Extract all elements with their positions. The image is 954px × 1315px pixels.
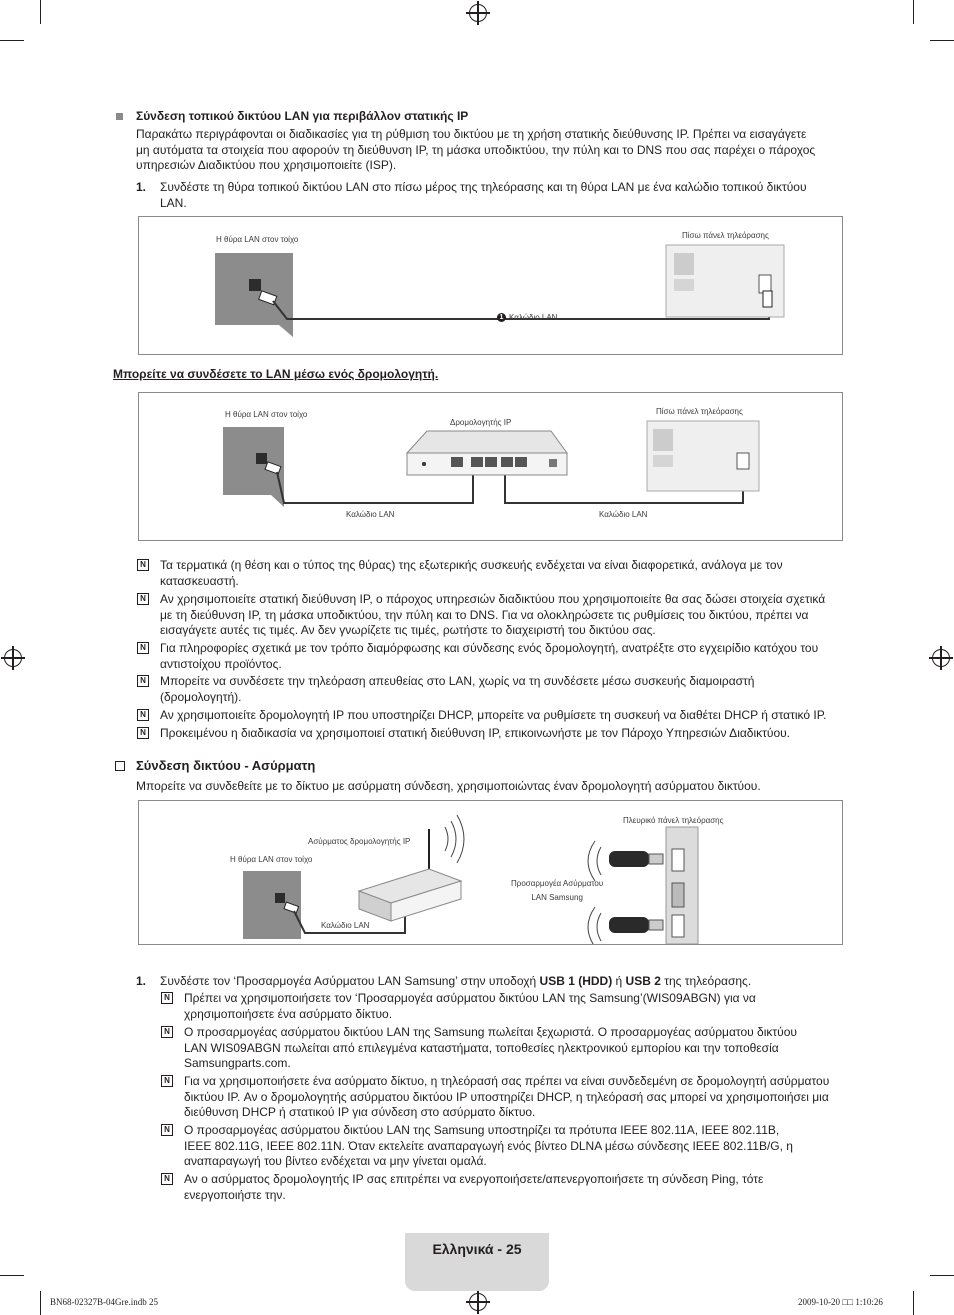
adapter-label: Προσαρμογέα Ασύρματου LAN Samsung — [511, 879, 604, 902]
rj45-plug-icon — [763, 291, 772, 307]
wall-lan-port-icon — [256, 453, 267, 464]
wall-shape — [215, 253, 293, 337]
section1-heading: Σύνδεση τοπικού δικτύου LAN για περιβάλλον στατικής IP — [136, 109, 469, 123]
note-item: Πρέπει να χρησιμοποιήσετε τον ‘Προσαρμογέα ασύρματου δικτύου LAN της Samsung’(WIS09ABGN) για να χρησιμοποιήσετε ένα ασύρματο δίκτυο. — [184, 991, 756, 1021]
wifi-wave-icon — [445, 827, 448, 851]
crop-mark — [40, 1291, 41, 1315]
note-icon: N — [137, 593, 149, 605]
registration-mark-icon — [4, 649, 22, 667]
router-heading: Μπορείτε να συνδέσετε το LAN μέσω ενός δρομολογητή. — [113, 367, 439, 381]
router-port-icon — [485, 457, 497, 467]
diagram-router-lan — [138, 392, 843, 541]
page-number: Ελληνικά - 25 — [432, 1241, 522, 1257]
cable-label-left: Καλώδιο LAN — [346, 510, 395, 519]
router-port-icon — [471, 457, 483, 467]
diagram-wireless — [138, 800, 843, 945]
wall-port-label: Η θύρα LAN στον τοίχο — [230, 855, 313, 864]
wall-port-label: Η θύρα LAN στον τοίχο — [225, 410, 308, 419]
note-icon: N — [161, 1124, 173, 1136]
wifi-adapter-icon — [609, 917, 649, 933]
note-icon: N — [137, 642, 149, 654]
registration-mark-icon — [469, 1293, 487, 1311]
note-item: Για πληροφορίες σχετικά με τον τρόπο διαμόρφωσης και σύνδεσης ενός δρομολογητή, ανατρέξτε στο εγχειρίδιο κατόχου του αντιστοίχου προϊόντος. — [160, 641, 819, 671]
note-item: Ο προσαρμογέας ασύρματου δικτύου LAN της Samsung πωλείται ξεχωριστά. Ο προσαρμογέας ασύρματου δικτύου LAN WIS09ABGN πωλείται από επιλεγμένα καταστήματα, τοποθεσίες ηλεκτρονικού εμπορίου και την τοποθεσία Samsungparts.com. — [184, 1025, 797, 1070]
tv-panel-label: Πίσω πάνελ τηλεόρασης — [682, 231, 769, 240]
crop-mark — [0, 1275, 24, 1276]
tv-lan-port-icon — [759, 275, 771, 293]
note-icon: N — [137, 559, 149, 571]
date-info: 2009-10-20 □□ 1:10:26 — [798, 1297, 883, 1307]
step-number: 1. — [136, 180, 147, 194]
note-icon: N — [161, 1075, 173, 1087]
tv-port-icon — [653, 455, 673, 467]
tv-hdmi-port-icon — [672, 883, 684, 907]
router-led-icon — [422, 462, 426, 466]
wireless-router-label: Ασύρματος δρομολογητής IP — [308, 837, 411, 846]
step2-text: Συνδέστε τον ‘Προσαρμογέα Ασύρματου LAN Samsung’ στην υποδοχή USB 1 (HDD) ή USB 2 της τηλεόρασης. — [160, 974, 752, 988]
diagram-direct-lan — [138, 216, 843, 355]
wall-lan-port-icon — [249, 279, 261, 291]
wifi-wave-icon — [597, 847, 601, 875]
step-number: 1. — [136, 974, 147, 988]
crop-mark — [913, 0, 914, 24]
registration-mark-icon — [932, 649, 950, 667]
router-port-icon — [515, 457, 527, 467]
crop-mark — [0, 40, 24, 41]
cable-label: Καλώδιο LAN — [321, 921, 370, 930]
wifi-adapter-icon — [609, 851, 649, 867]
wifi-wave-icon — [588, 841, 595, 881]
router-port-icon — [501, 457, 513, 467]
cable-number-badge: 1 — [497, 313, 506, 322]
tv-usb-port-icon — [672, 915, 684, 937]
cable-label: Καλώδιο LAN — [509, 313, 558, 322]
router-port-icon — [451, 457, 463, 467]
usb-plug-icon — [649, 920, 663, 930]
tv-lan-port-icon — [737, 453, 749, 469]
usb-plug-icon — [649, 854, 663, 864]
lan-cable — [277, 472, 473, 503]
crop-mark — [40, 0, 41, 24]
crop-mark — [913, 1291, 914, 1315]
section2-heading: Σύνδεση δικτύου - Ασύρματη — [136, 758, 316, 773]
crop-mark — [930, 1275, 954, 1276]
router-top — [407, 431, 567, 453]
note-item: Για να χρησιμοποιήσετε ένα ασύρματο δίκτυο, η τηλεόρασή σας πρέπει να είναι συνδεδεμένη σε δρομολογητή ασύρματου δικτύου IP. Αν ο δρομολογητής ασύρματου δικτύου IP υποστηρίζει DHCP, η τηλεόρασή σας μπορεί να χρησιμοποιήσει μια διεύθυνση DHCP ή στατικού IP για σύνδεση στο ασύρματο δίκτυο. — [184, 1074, 830, 1119]
wifi-wave-icon — [457, 815, 464, 863]
tv-panel-label: Πίσω πάνελ τηλεόρασης — [656, 407, 743, 416]
note-icon: N — [161, 1026, 173, 1038]
section2-paragraph: Μπορείτε να συνδεθείτε με το δίκτυο με ασύρματη σύνδεση, χρησιμοποιώντας έναν δρομολογητή ασύρματου δικτύου. — [136, 779, 761, 793]
tv-port-icon — [653, 429, 673, 451]
note-icon: N — [161, 992, 173, 1004]
square-bullet-icon — [116, 113, 123, 120]
note-item: Προκειμένου η διαδικασία να χρησιμοποιεί στατική διεύθυνση IP, επικοινωνήστε με τον Πάροχο Υπηρεσιών Διαδικτύου. — [160, 726, 791, 740]
wall-lan-port-icon — [275, 893, 285, 903]
note-item: Αν ο ασύρματος δρομολογητής IP σας επιτρέπει να ενεργοποιήσετε/απενεργοποιήσετε τη σύνδεση Ping, τότε ενεργοποιήστε την. — [184, 1172, 764, 1202]
router-power-port-icon — [549, 459, 557, 467]
file-info: BN68-02327B-04Gre.indb 25 — [50, 1297, 158, 1307]
step1-text: Συνδέστε τη θύρα τοπικού δικτύου LAN στο πίσω μέρος της τηλεόρασης και τη θύρα LAN με ένα καλώδιο τοπικού δικτύου LAN. — [160, 180, 807, 210]
note-icon: N — [161, 1173, 173, 1185]
note-item: Τα τερματικά (η θέση και ο τύπος της θύρας) της εξωτερικής συσκευής ενδέχεται να είναι διαφορετικά, ανάλογα με τον κατασκευαστή. — [160, 558, 783, 588]
tv-port-icon — [674, 279, 694, 291]
diagram3-art — [139, 801, 842, 944]
note-item: Αν χρησιμοποιείτε δρομολογητή IP που υποστηρίζει DHCP, μπορείτε να ρυθμίσετε τη συσκευή να διαθέτει DHCP ή στατικό IP. — [160, 708, 827, 722]
note-icon: N — [137, 727, 149, 739]
note-icon: N — [137, 675, 149, 687]
note-item: Αν χρησιμοποιείτε στατική διεύθυνση IP, ο πάροχος υπηρεσιών διαδικτύου που χρησιμοποιείτε θα σας δώσει στοιχεία σχετικά με τη διεύθυνση IP, τη μάσκα υποδικτύου, την πύλη και το DNS. Για να ολοκληρώσετε τις ρυθμίσεις του δικτύου, πρέπει να εισαγάγετε αυτές τις τιμές. Αν δεν γνωρίζετε τις τιμές, ρωτήστε το διαχειριστή του δικτύου σας. — [160, 592, 826, 637]
note-icon: N — [137, 709, 149, 721]
note-item: Μπορείτε να συνδέσετε την τηλεόραση απευθείας στο LAN, χωρίς να τη συνδέσετε μέσω συσκευής διαμοιραστή (δρομολογητή). — [160, 674, 755, 704]
router-label: Δρομολογητής IP — [450, 418, 512, 427]
checkbox-bullet-icon — [115, 761, 125, 771]
cable-label-right: Καλώδιο LAN — [599, 510, 648, 519]
wifi-wave-icon — [588, 907, 595, 944]
tv-usb-port-icon — [672, 849, 684, 871]
wall-port-label: Η θύρα LAN στον τοίχο — [216, 235, 299, 244]
note-item: Ο προσαρμογέας ασύρματου δικτύου LAN της Samsung υποστηρίζει τα πρότυπα IEEE 802.11A, IEEE 802.11B, IEEE 802.11G, IEEE 802.11N. Όταν εκτελείτε αναπαραγωγή ενός βίντεο DLNA μέσω σύνδεσης IEEE 802.11B/G, η αναπαραγωγή του βίντεο ενδέχεται να μην γίνεται ομαλά. — [184, 1123, 793, 1168]
wifi-wave-icon — [597, 913, 601, 941]
tv-port-icon — [674, 253, 694, 275]
side-panel-label: Πλευρικό πάνελ τηλεόρασης — [623, 816, 724, 825]
section1-paragraph: Παρακάτω περιγράφονται οι διαδικασίες για τη ρύθμιση του δικτύου με τη χρήση στατικής διεύθυνσης IP. Πρέπει να εισαγάγετε μη αυτόματα τα στοιχεία που αφορούν τη διεύθυνση IP, τη μάσκα υποδικτύου, την πύλη και το DNS που σας παρέχει ο πάροχος υπηρεσιών Διαδικτύου που χρησιμοποιείτε (ISP). — [136, 127, 816, 172]
wifi-wave-icon — [451, 821, 456, 857]
crop-mark — [930, 40, 954, 41]
registration-mark-icon — [469, 4, 487, 22]
